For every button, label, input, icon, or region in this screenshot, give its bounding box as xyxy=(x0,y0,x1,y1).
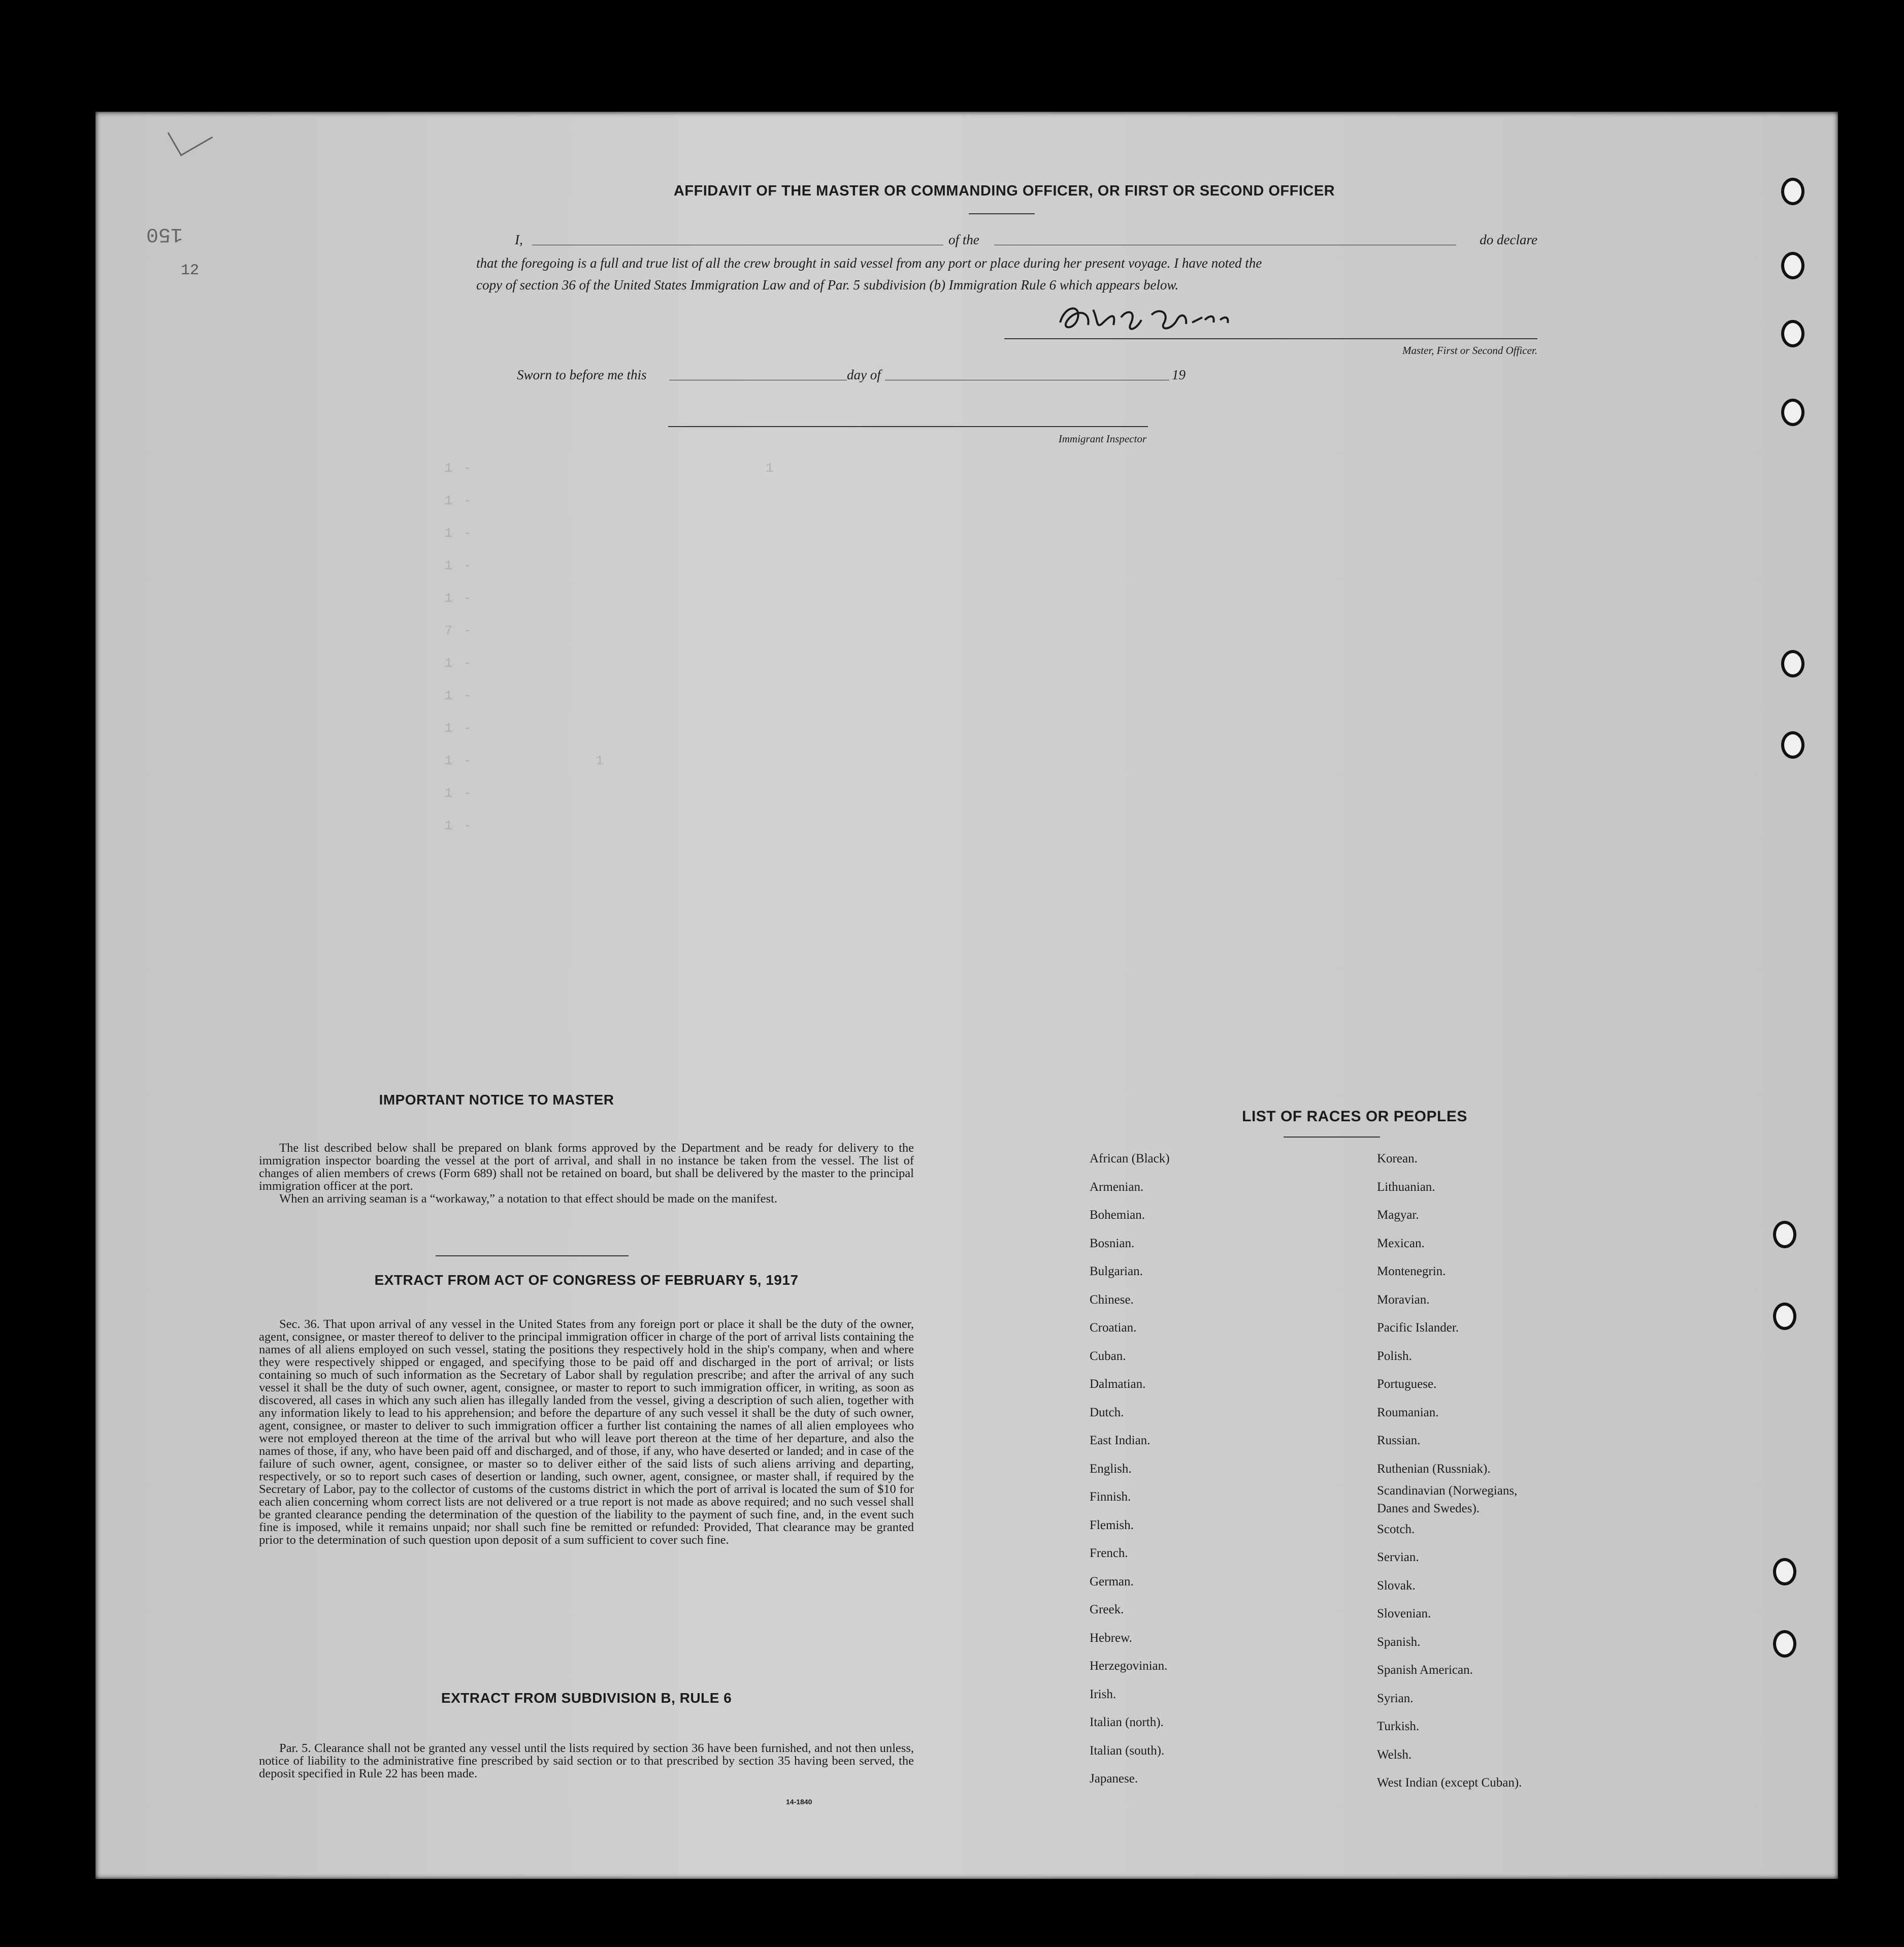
bleedthrough: 1 - 1 1 - 1 - 1 - 1 - 7 - 1 - 1 - 1 - 1 - 1 1 - 1 - xyxy=(359,461,775,833)
notice-rule xyxy=(436,1255,629,1256)
affidavit-body-line1: that the foregoing is a full and true list of all the crew brought in said vessel from any port or place during her present voyage. I have noted the xyxy=(476,255,1262,271)
document-sheet xyxy=(95,112,1838,1879)
race-item: Dalmatian. xyxy=(1090,1377,1146,1391)
race-item: Cuban. xyxy=(1090,1349,1126,1363)
day-of-label: day of xyxy=(847,367,881,382)
race-item: Croatian. xyxy=(1090,1321,1137,1335)
notice-text xyxy=(259,1142,914,1205)
race-item: Lithuanian. xyxy=(1377,1180,1435,1194)
race-item: Turkish. xyxy=(1377,1719,1420,1733)
race-item: Syrian. xyxy=(1377,1691,1414,1705)
race-item: Slovak. xyxy=(1377,1578,1416,1593)
title-rule xyxy=(969,213,1035,214)
sworn-label: Sworn to before me this xyxy=(517,367,647,382)
binder-hole xyxy=(1773,1221,1796,1248)
race-item: Portuguese. xyxy=(1377,1377,1437,1391)
race-item: German. xyxy=(1090,1574,1134,1588)
race-item: Slovenian. xyxy=(1377,1607,1431,1620)
race-item: Armenian. xyxy=(1090,1180,1144,1194)
race-item: Dutch. xyxy=(1090,1405,1124,1419)
race-item: African (Black) xyxy=(1090,1152,1170,1165)
race-item: English. xyxy=(1090,1462,1132,1476)
corner-scribble xyxy=(168,114,213,156)
race-item: Magyar. xyxy=(1377,1208,1419,1222)
notice-paragraph-1: The list described below shall be prepared on blank forms approved by the Department and be ready for delivery to the immigration inspector boarding the vessel at the port of arrival, and shall in no instance be taken from the vessel. The list of changes of alien members of crews (Form 689) shall not be retained on board, but shall be delivered by the master to the principal immigration officer at the port. xyxy=(259,1141,914,1193)
race-item: Pacific Islander. xyxy=(1377,1321,1459,1335)
notice-paragraph-2: When an arriving seaman is a “workaway,” a notation to that effect should be made on the manifest. xyxy=(279,1192,778,1206)
binder-hole xyxy=(1781,320,1804,347)
master-signature xyxy=(1050,295,1253,340)
signature-line xyxy=(1004,338,1537,339)
binder-hole xyxy=(1781,731,1804,759)
race-item: Bohemian. xyxy=(1090,1208,1145,1222)
race-item: East Indian. xyxy=(1090,1434,1151,1447)
race-item: Japanese. xyxy=(1090,1772,1138,1786)
binder-hole xyxy=(1781,178,1804,205)
race-item: Herzegovinian. xyxy=(1090,1659,1168,1673)
margin-sub: 12 xyxy=(181,262,200,279)
race-item: Scandinavian (Norwegians, xyxy=(1377,1484,1518,1498)
affidavit-of-the: of the xyxy=(948,232,979,247)
race-item: Welsh. xyxy=(1377,1747,1412,1762)
binder-hole xyxy=(1781,650,1804,677)
race-item: Polish. xyxy=(1377,1349,1412,1363)
affidavit-title: AFFIDAVIT OF THE MASTER OR COMMANDING OFFICER, OR FIRST OR SECOND OFFICER xyxy=(673,183,1335,199)
race-item: Scotch. xyxy=(1377,1522,1415,1536)
race-item: Spanish American. xyxy=(1377,1663,1473,1677)
race-item: Korean. xyxy=(1377,1152,1418,1165)
race-item: Bosnian. xyxy=(1090,1236,1135,1250)
binder-hole xyxy=(1781,252,1804,279)
race-scandinavian-continued: Danes and Swedes). xyxy=(1377,1502,1480,1515)
inspector-caption: Immigrant Inspector xyxy=(1058,433,1146,445)
binder-hole xyxy=(1773,1303,1796,1330)
race-item: Greek. xyxy=(1090,1603,1124,1616)
act-text xyxy=(259,1318,914,1546)
margin-number: 150 xyxy=(146,222,183,245)
race-item: Irish. xyxy=(1090,1687,1117,1701)
race-item: West Indian (except Cuban). xyxy=(1377,1776,1522,1790)
race-item: Ruthenian (Russniak). xyxy=(1377,1462,1491,1476)
race-item: Finnish. xyxy=(1090,1490,1131,1504)
race-item: Montenegrin. xyxy=(1377,1264,1446,1278)
year-prefix: 19 xyxy=(1172,367,1186,382)
races-rule xyxy=(1284,1137,1380,1138)
binder-hole xyxy=(1781,399,1804,426)
affidavit-do-declare: do declare xyxy=(1480,232,1537,247)
race-item: Flemish. xyxy=(1090,1518,1134,1532)
act-title: EXTRACT FROM ACT OF CONGRESS OF FEBRUARY 5, 1917 xyxy=(374,1272,799,1288)
race-item: Russian. xyxy=(1377,1434,1421,1447)
race-item: Italian (north). xyxy=(1090,1715,1164,1729)
affidavit-i-label: I, xyxy=(515,232,523,247)
rule-title: EXTRACT FROM SUBDIVISION B, RULE 6 xyxy=(441,1690,732,1706)
race-item: Chinese. xyxy=(1090,1292,1134,1307)
binder-hole xyxy=(1773,1630,1796,1658)
rule-text xyxy=(259,1742,914,1780)
race-item: Hebrew. xyxy=(1090,1631,1132,1645)
signer-caption: Master, First or Second Officer. xyxy=(1402,344,1537,356)
form-number: 14-1840 xyxy=(786,1798,812,1806)
notice-title: IMPORTANT NOTICE TO MASTER xyxy=(379,1092,614,1108)
rule-paragraph-5: Par. 5. Clearance shall not be granted any vessel until the lists required by section 36 have been furnished, and not then unless, notice of liability to the administrative fine prescribed by said section or to that prescribed by section 35 having been served, the deposit specified in Rule 22 has been made. xyxy=(259,1741,914,1780)
race-item: Roumanian. xyxy=(1377,1405,1439,1419)
race-item: Italian (south). xyxy=(1090,1743,1165,1758)
race-item: Spanish. xyxy=(1377,1635,1421,1649)
race-item: Bulgarian. xyxy=(1090,1264,1143,1278)
act-section-36: Sec. 36. That upon arrival of any vessel in the United States from any foreign port or place it shall be the duty of the owner, agent, consignee, or master thereof to deliver to the principal immigration officer in charge of the port of arrival lists containing the names of all aliens employed on such vessel, stating the positions they respectively hold in the ship's company, when and where they were respectively shipped or engaged, and specifying those to be paid off and discharged in the port of arrival; or lists containing so much of such information as the Secretary of Labor shall by regulation prescribe; and after the arrival of any such vessel it shall be the duty of such owner, agent, consignee, or master to report to such immigration officer, in writing, as soon as discovered, all cases in which any such alien has illegally landed from the vessel, giving a description of such alien, together with any information likely to lead to his apprehension; and before the departure of any such vessel it shall be the duty of such owner, agent, consignee, or master to deliver to such immigration officer a further list containing the names of all alien employees who were not employed thereon at the time of the arrival but who will leave port thereon at the time of her departure, and also the names of those, if any, who have been paid off and discharged, and of those, if any, who have deserted or landed; and in case of the failure of such owner, agent, consignee, or master so to deliver either of the said lists of such aliens arriving and departing, respectively, or so to report such cases of desertion or landing, such owner, agent, consignee, or master shall, if required by the Secretary of Labor, pay to the collector of customs of the customs district in which the port of arrival is located the sum of $10 for each alien concerning whom correct lists are not delivered or a true report is not made as above required; and no such vessel shall be granted clearance pending the determination of the question of the liability to the payment of such fine, and, in the event such fine is imposed, while it remains unpaid; nor shall such fine be remitted or refunded: Provided, That clearance may be granted prior to the determination of such question upon deposit of a sum sufficient to cover such fine. xyxy=(259,1317,914,1547)
binder-hole xyxy=(1773,1558,1796,1585)
race-item: Moravian. xyxy=(1377,1292,1430,1307)
affidavit-body-line2: copy of section 36 of the United States Immigration Law and of Par. 5 subdivision (b) Immigration Rule 6 which appears below. xyxy=(476,277,1179,293)
race-item: Servian. xyxy=(1377,1550,1419,1564)
races-title: LIST OF RACES OR PEOPLES xyxy=(1242,1108,1467,1125)
race-item: French. xyxy=(1090,1546,1128,1560)
race-item: Mexican. xyxy=(1377,1236,1425,1250)
inspector-line xyxy=(668,426,1148,427)
